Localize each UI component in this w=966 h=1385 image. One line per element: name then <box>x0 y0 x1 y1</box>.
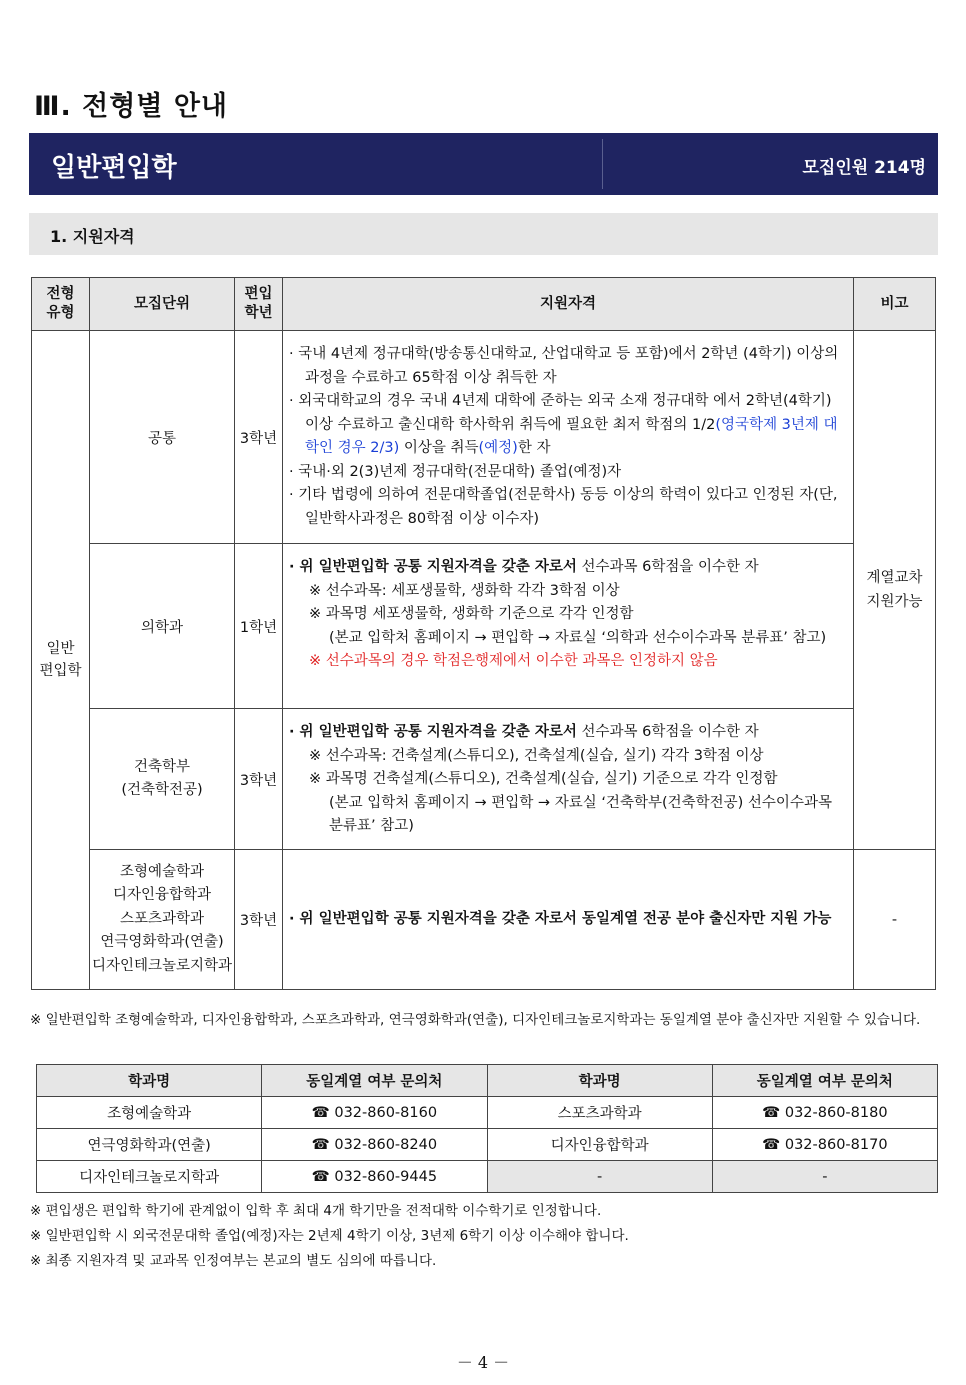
footer-notes <box>30 1199 938 1274</box>
table-row <box>32 709 936 850</box>
note-line: ※ 선수과목: 세포생물학, 생화학 각각 3학점 이상 <box>309 582 620 599</box>
qualification-table <box>31 277 936 990</box>
grade-cell: 3학년 <box>235 709 283 850</box>
footer-note: ※ 일반편입학 시 외국전문대학 졸업(예정)자는 2년제 4학기 이상, 3년제 6학기 이상 이수해야 합니다. <box>30 1228 629 1244</box>
dept-name: 연극영화학과(연출) <box>37 1129 262 1161</box>
contact-header: 동일계열 여부 문의처 <box>712 1065 937 1097</box>
note-line: ※ 선수과목: 건축설계(스튜디오), 건축설계(실습, 실기) 각각 3학점 이상 <box>309 747 764 764</box>
phone-number: ☎ 032-860-9445 <box>262 1161 487 1193</box>
qual-line: · 위 일반편입학 공통 지원자격을 갖춘 자로서 선수과목 6학점을 이수한 자 <box>289 724 759 740</box>
contact-table <box>36 1064 938 1193</box>
table-header-row <box>32 278 936 331</box>
footer-note: ※ 편입생은 편입학 학기에 관계없이 입학 후 최대 4개 학기만을 전적대학 이수학기로 인정합니다. <box>30 1203 602 1219</box>
contact-header: 학과명 <box>37 1065 262 1097</box>
footer-note: ※ 최종 지원자격 및 교과목 인정여부는 본교의 별도 심의에 따릅니다. <box>30 1253 437 1269</box>
phone-number: ☎ 032-860-8170 <box>712 1129 937 1161</box>
grade-cell: 3학년 <box>235 331 283 544</box>
dept-name: 디자인융합학과 <box>487 1129 712 1161</box>
recruit-count: 모집인원 214명 <box>802 158 926 178</box>
banner-divider <box>602 139 603 189</box>
table-row <box>32 544 936 709</box>
qual-line: · 위 일반편입학 공통 지원자격을 갖춘 자로서 선수과목 6학점을 이수한 자 <box>289 559 759 575</box>
table-row <box>37 1161 938 1193</box>
empty-cell: - <box>487 1161 712 1193</box>
same-field-note: ※ 일반편입학 조형예술학과, 디자인융합학과, 스포츠과학과, 연극영화학과(연출), 디자인테크놀로지학과는 동일계열 분야 출신자만 지원할 수 있습니다. <box>30 1012 921 1028</box>
qual-line: · 국내·외 2(3)년제 정규대학(전문대학) 졸업(예정)자 <box>289 463 622 480</box>
type-cell: 일반 편입학 <box>32 331 90 990</box>
header-unit: 모집단위 <box>90 278 235 331</box>
header-qualification: 지원자격 <box>283 278 854 331</box>
phone-number: ☎ 032-860-8180 <box>712 1097 937 1129</box>
note-line: (본교 입학처 홈페이지 → 편입학 → 자료실 ‘의학과 선수이수과목 분류표’ 참고) <box>329 629 827 646</box>
note-line: (본교 입학처 홈페이지 → 편입학 → 자료실 ‘건축학부(건축학전공) 선수이수과목 분류표’ 참고) <box>329 794 832 834</box>
contact-header: 학과명 <box>487 1065 712 1097</box>
note-line: ※ 과목명 세포생물학, 생화학 기준으로 각각 인정함 <box>309 606 634 622</box>
header-grade: 편입 학년 <box>235 278 283 331</box>
section-title: 1. 지원자격 <box>50 227 135 246</box>
qualification-cell <box>283 331 854 544</box>
header-remark: 비고 <box>854 278 936 331</box>
qual-line: · 위 일반편입학 공통 지원자격을 갖춘 자로서 동일계열 전공 분야 출신자만 지원 가능 <box>289 910 832 927</box>
banner-title: 일반편입학 <box>51 153 177 183</box>
remark-cell: - <box>854 850 936 990</box>
page-number: － 4 － <box>456 1353 510 1372</box>
empty-cell: - <box>712 1161 937 1193</box>
qualification-cell <box>283 709 854 850</box>
qual-line: · 외국대학교의 경우 국내 4년제 대학에 준하는 외국 소재 정규대학 에서 2학년(4학기) 이상 수료하고 출신대학 학사학위 취득에 필요한 최저 학점의 1/2(영국학제 3년제 대학인 경우 2/3) 이상을 취득(예정)한 자 <box>289 393 838 456</box>
table-row <box>37 1097 938 1129</box>
table-row <box>32 850 936 990</box>
dept-name: 스포츠과학과 <box>487 1097 712 1129</box>
warning-line: ※ 선수과목의 경우 학점은행제에서 이수한 과목은 인정하지 않음 <box>309 653 718 669</box>
grade-cell: 1학년 <box>235 544 283 709</box>
remark-cell: 계열교차 지원가능 <box>854 331 936 850</box>
note-line: ※ 과목명 건축설계(스튜디오), 건축설계(실습, 실기) 기준으로 각각 인정함 <box>309 771 778 787</box>
unit-cell: 공통 <box>90 331 235 544</box>
admission-banner <box>29 133 938 195</box>
qual-line: · 기타 법령에 의하여 전문대학졸업(전문학사) 동등 이상의 학력이 있다고 인정된 자(단, 일반학사과정은 80학점 이상 이수자) <box>289 487 838 527</box>
qualification-cell <box>283 850 854 990</box>
unit-cell: 건축학부 (건축학전공) <box>90 709 235 850</box>
contact-header-row <box>37 1065 938 1097</box>
dept-name: 디자인테크놀로지학과 <box>37 1161 262 1193</box>
qual-line: · 국내 4년제 정규대학(방송통신대학교, 산업대학교 등 포함)에서 2학년 (4학기) 이상의 과정을 수료하고 65학점 이상 취득한 자 <box>289 346 839 386</box>
table-row <box>37 1129 938 1161</box>
dept-name: 조형예술학과 <box>37 1097 262 1129</box>
phone-number: ☎ 032-860-8240 <box>262 1129 487 1161</box>
phone-number: ☎ 032-860-8160 <box>262 1097 487 1129</box>
table-row <box>32 331 936 544</box>
contact-header: 동일계열 여부 문의처 <box>262 1065 487 1097</box>
chapter-title: Ⅲ. 전형별 안내 <box>34 91 228 122</box>
unit-cell: 의학과 <box>90 544 235 709</box>
header-type: 전형 유형 <box>32 278 90 331</box>
unit-cell: 조형예술학과 디자인융합학과 스포츠과학과 연극영화학과(연출) 디자인테크놀로지학과 <box>90 850 235 990</box>
qualification-cell <box>283 544 854 709</box>
section-header <box>29 213 938 255</box>
grade-cell: 3학년 <box>235 850 283 990</box>
